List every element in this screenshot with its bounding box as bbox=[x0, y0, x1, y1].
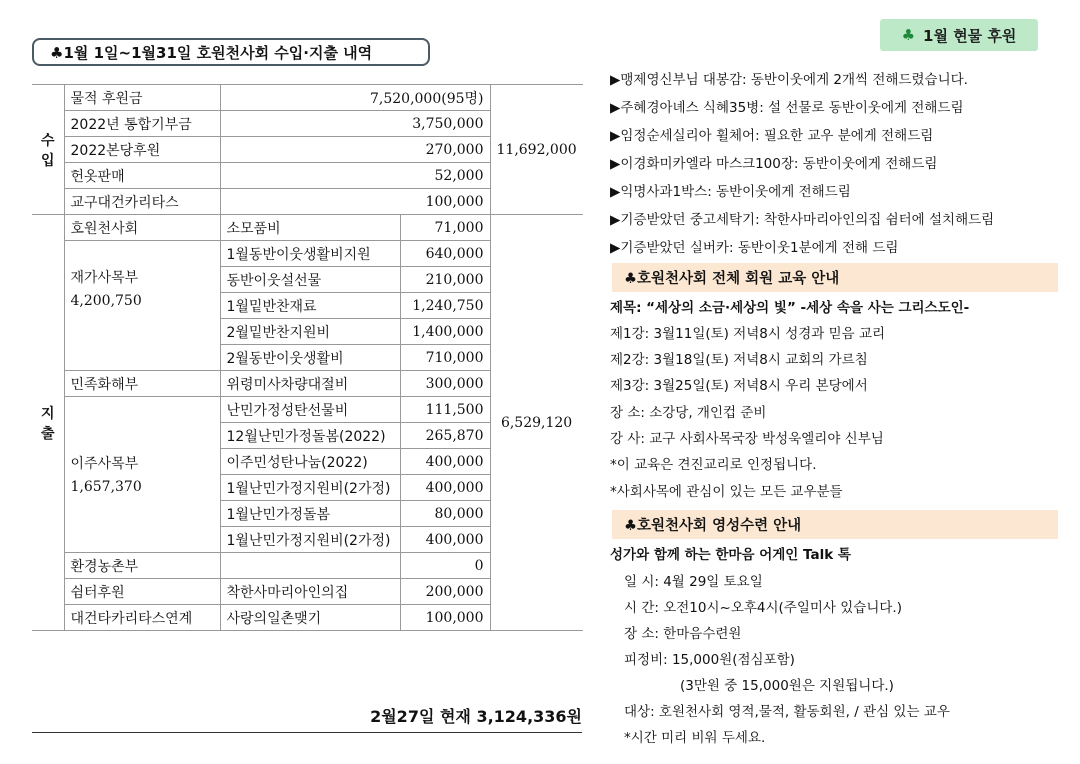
expense-item: 1월난민가정지원비(2가정) bbox=[220, 475, 400, 501]
expense-item: 1월동반이웃생활비지원 bbox=[220, 241, 400, 267]
expense-dept: 재가사목부 bbox=[70, 270, 139, 286]
expense-dept: 쉼터후원 bbox=[64, 579, 220, 605]
expense-dept-cell bbox=[64, 241, 220, 371]
expense-amount: 400,000 bbox=[400, 527, 490, 553]
expense-item: 1월난민가정돌봄 bbox=[220, 501, 400, 527]
expense-amount: 100,000 bbox=[400, 605, 490, 631]
retreat-line: 장 소: 한마음수련원 bbox=[624, 626, 742, 642]
donation-line: ▶임정순세실리아 휠체어: 필요한 교우 분에게 전해드림 bbox=[610, 128, 934, 144]
expense-item: 2월밑반찬지원비 bbox=[220, 319, 400, 345]
expense-amount: 400,000 bbox=[400, 449, 490, 475]
donation-line: ▶맹제영신부님 대봉감: 동반이웃에게 2개씩 전해드렸습니다. bbox=[610, 72, 968, 88]
expense-amount: 1,400,000 bbox=[400, 319, 490, 345]
income-section-text: 수 입 bbox=[40, 132, 55, 169]
expense-item: 12월난민가정돌봄(2022) bbox=[220, 423, 400, 449]
expense-amount: 71,000 bbox=[400, 215, 490, 241]
expense-dept: 민족화해부 bbox=[64, 371, 220, 397]
expense-amount: 640,000 bbox=[400, 241, 490, 267]
education-line: *이 교육은 견진교리로 인정됩니다. bbox=[610, 457, 817, 473]
expense-amount: 200,000 bbox=[400, 579, 490, 605]
expense-amount: 111,500 bbox=[400, 397, 490, 423]
expense-dept: 대건타카리타스연계 bbox=[64, 605, 220, 631]
income-label: 2022본당후원 bbox=[64, 137, 220, 163]
retreat-subject: 성가와 함께 하는 한마음 어게인 Talk 톡 bbox=[610, 547, 851, 563]
expense-dept: 이주사목부 bbox=[70, 456, 139, 472]
donation-line: ▶주혜경아녜스 식혜35병: 설 선물로 동반이웃에게 전해드림 bbox=[610, 100, 964, 116]
expense-amount: 0 bbox=[400, 553, 490, 579]
income-amount: 100,000 bbox=[220, 189, 490, 215]
balance-underline bbox=[32, 732, 582, 733]
balance-total: 2월27일 현재 3,124,336원 bbox=[370, 707, 582, 726]
badge-label: 1월 현물 후원 bbox=[923, 26, 1017, 45]
retreat-line: 시 간: 오전10시~오후4시(주일미사 있습니다.) bbox=[624, 600, 902, 616]
donation-line: ▶기증받았던 실버카: 동반이웃1분에게 전해 드림 bbox=[610, 240, 899, 256]
expense-dept-subtotal: 4,200,750 bbox=[70, 293, 142, 309]
club-icon: ♣ bbox=[901, 26, 916, 44]
retreat-line: 대상: 호원천사회 영적,물적, 활동회원, / 관심 있는 교우 bbox=[624, 704, 950, 720]
expense-dept-cell bbox=[64, 397, 220, 553]
expense-amount: 300,000 bbox=[400, 371, 490, 397]
education-line: 제2강: 3월18일(토) 저녁8시 교회의 가르침 bbox=[610, 352, 868, 368]
retreat-line: (3만원 중 15,000원은 지원됩니다.) bbox=[680, 678, 894, 694]
table-row bbox=[32, 85, 583, 111]
expense-total: 6,529,120 bbox=[490, 215, 583, 631]
education-line: 강 사: 교구 사회사목국장 박성욱엘리야 신부님 bbox=[610, 431, 884, 447]
expense-amount: 400,000 bbox=[400, 475, 490, 501]
income-section-label bbox=[32, 85, 64, 215]
donation-line: ▶기증받았던 중고세탁기: 착한사마리아인의집 쉼터에 설치해드림 bbox=[610, 212, 995, 228]
expense-item: 1월난민가정지원비(2가정) bbox=[220, 527, 400, 553]
expense-item: 이주민성탄나눔(2022) bbox=[220, 449, 400, 475]
income-amount: 3,750,000 bbox=[220, 111, 490, 137]
in-kind-donation-badge bbox=[880, 19, 1038, 51]
income-label: 헌옷판매 bbox=[64, 163, 220, 189]
education-line: 제3강: 3월25일(토) 저녁8시 우리 본당에서 bbox=[610, 378, 868, 394]
income-total: 11,692,000 bbox=[490, 85, 583, 215]
expense-amount: 1,240,750 bbox=[400, 293, 490, 319]
income-expense-table bbox=[32, 84, 583, 631]
donation-line: ▶익명사과1박스: 동반이웃에게 전해드림 bbox=[610, 184, 851, 200]
retreat-line: 피정비: 15,000원(점심포함) bbox=[624, 652, 795, 668]
expense-item bbox=[220, 553, 400, 579]
expense-amount: 710,000 bbox=[400, 345, 490, 371]
expense-amount: 265,870 bbox=[400, 423, 490, 449]
income-label: 교구대건카리타스 bbox=[64, 189, 220, 215]
expense-section-label bbox=[32, 215, 64, 631]
income-label: 물적 후원금 bbox=[64, 85, 220, 111]
income-amount: 52,000 bbox=[220, 163, 490, 189]
expense-amount: 80,000 bbox=[400, 501, 490, 527]
expense-item: 소모품비 bbox=[220, 215, 400, 241]
education-line: 제1강: 3월11일(토) 저녁8시 성경과 믿음 교리 bbox=[610, 326, 886, 342]
education-line: 장 소: 소강당, 개인컵 준비 bbox=[610, 405, 767, 421]
income-amount: 7,520,000(95명) bbox=[220, 85, 490, 111]
education-subject: 제목: “세상의 소금·세상의 빛” -세상 속을 사는 그리스도인- bbox=[610, 300, 970, 316]
retreat-header: ♣호원천사회 영성수련 안내 bbox=[612, 510, 1058, 539]
income-label: 2022년 통합기부금 bbox=[64, 111, 220, 137]
retreat-line: *시간 미리 비워 두세요. bbox=[624, 730, 766, 746]
expense-item: 2월동반이웃생활비 bbox=[220, 345, 400, 371]
expense-item: 1월밑반찬재료 bbox=[220, 293, 400, 319]
expense-item: 난민가정성탄선물비 bbox=[220, 397, 400, 423]
expense-item: 동반이웃설선물 bbox=[220, 267, 400, 293]
expense-dept: 호원천사회 bbox=[64, 215, 220, 241]
expense-item: 위령미사차량대절비 bbox=[220, 371, 400, 397]
donation-line: ▶이경화미카엘라 마스크100장: 동반이웃에게 전해드림 bbox=[610, 156, 938, 172]
retreat-line: 일 시: 4월 29일 토요일 bbox=[624, 574, 763, 590]
education-line: *사회사목에 관심이 있는 모든 교우분들 bbox=[610, 484, 843, 500]
expense-dept: 환경농촌부 bbox=[64, 553, 220, 579]
ledger-title: ♣1월 1일~1월31일 호원천사회 수입·지출 내역 bbox=[32, 38, 430, 66]
education-header: ♣호원천사회 전체 회원 교육 안내 bbox=[612, 263, 1058, 292]
income-amount: 270,000 bbox=[220, 137, 490, 163]
expense-item: 착한사마리아인의집 bbox=[220, 579, 400, 605]
expense-item: 사랑의일촌맺기 bbox=[220, 605, 400, 631]
expense-section-text: 지 출 bbox=[40, 405, 55, 442]
expense-amount: 210,000 bbox=[400, 267, 490, 293]
table-row bbox=[32, 215, 583, 241]
expense-dept-subtotal: 1,657,370 bbox=[70, 479, 142, 495]
